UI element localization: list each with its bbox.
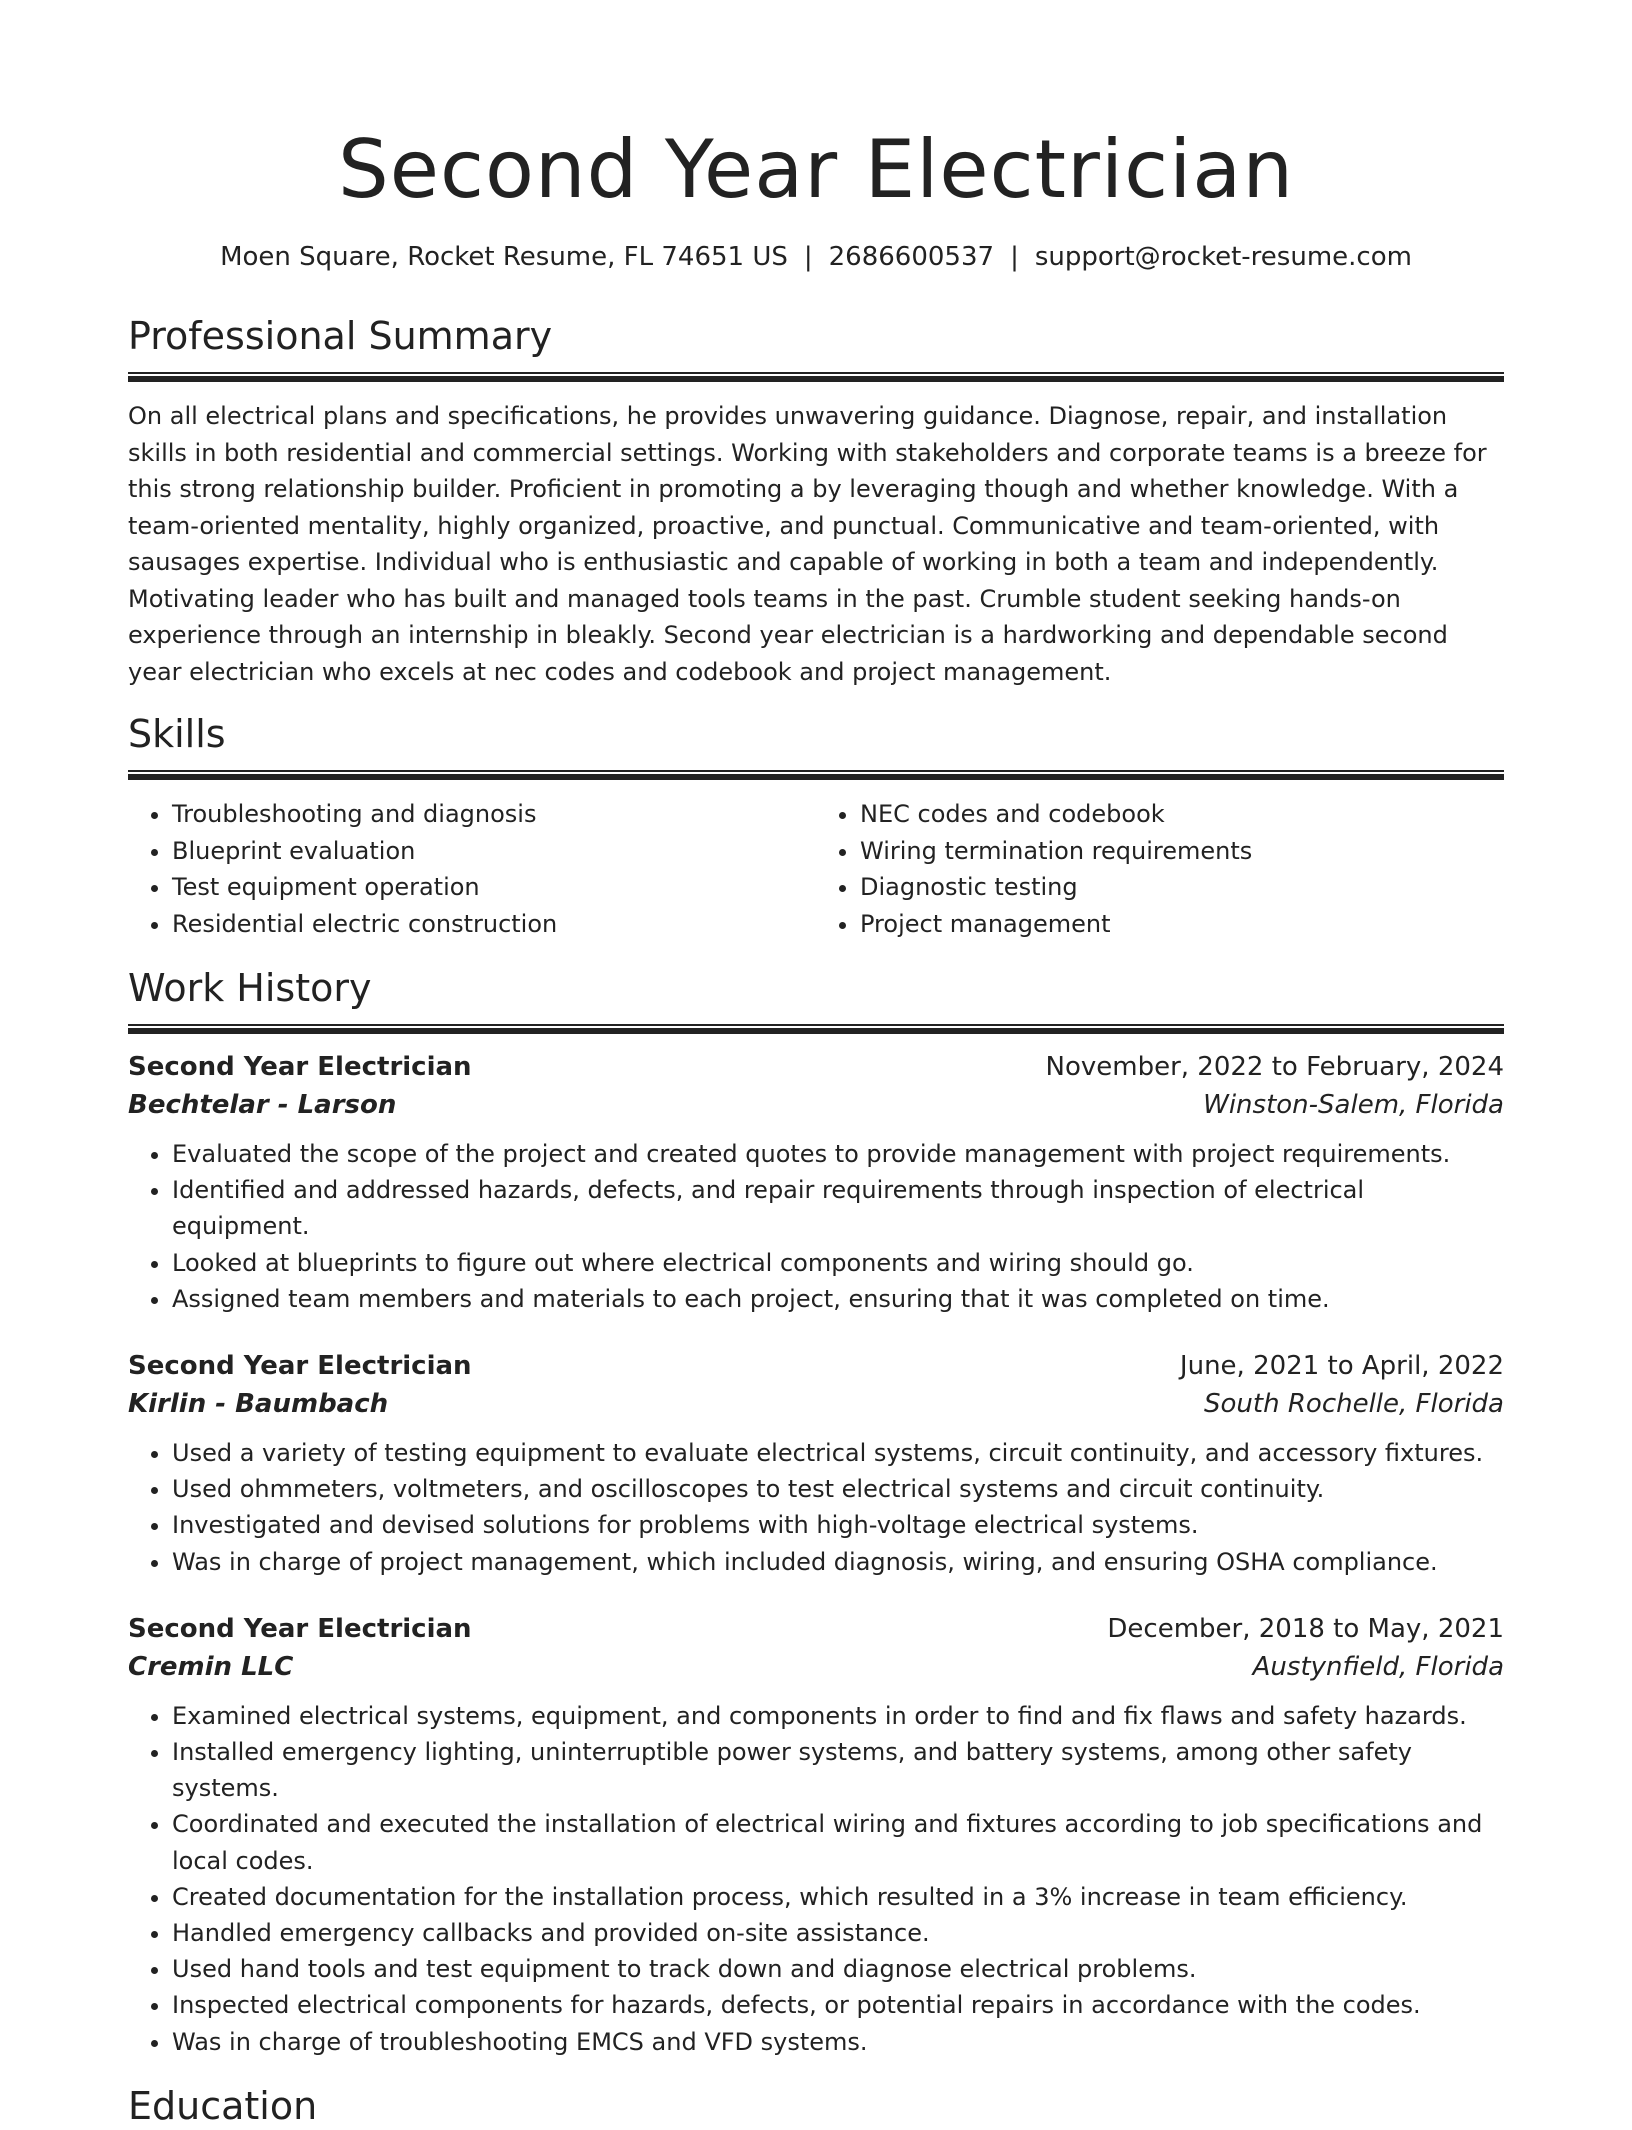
contact-phone: 2686600537 — [828, 242, 995, 272]
skills-list-left — [128, 796, 816, 942]
job-bullets — [128, 1698, 1504, 2060]
skills-section — [128, 710, 1504, 942]
skill-item: • Residential electric construction — [172, 906, 816, 943]
job-header-row — [128, 1048, 1504, 1086]
job-bullet: • Evaluated the scope of the project and created quotes to provide management with project requirements. — [172, 1136, 1504, 1172]
job-bullet: • Looked at blueprints to figure out where electrical components and wiring should go. — [172, 1245, 1504, 1281]
job-dates: November, 2022 to February, 2024 — [1045, 1052, 1504, 1082]
job-bullets — [128, 1136, 1504, 1317]
job-bullet: • Coordinated and executed the installation of electrical wiring and fixtures according to job specifications and local codes. — [172, 1806, 1504, 1878]
job-bullet: • Handled emergency callbacks and provided on-site assistance. — [172, 1915, 1504, 1951]
job-entry — [128, 1347, 1504, 1580]
job-company: Cremin LLC — [128, 1651, 294, 1682]
skill-item: • NEC codes and codebook — [860, 796, 1504, 833]
job-bullet: • Created documentation for the installation process, which resulted in a 3% increase in team efficiency. — [172, 1879, 1504, 1915]
education-section — [128, 2082, 1504, 2130]
section-divider — [128, 372, 1504, 382]
contact-separator: | — [1010, 242, 1019, 272]
job-bullets — [128, 1435, 1504, 1580]
section-title-work-history: Work History — [128, 966, 372, 1010]
section-divider — [128, 770, 1504, 780]
job-bullet: • Examined electrical systems, equipment, and components in order to find and fix flaws and safety hazards. — [172, 1698, 1504, 1734]
job-dates: June, 2021 to April, 2022 — [1179, 1351, 1504, 1382]
skill-item: • Troubleshooting and diagnosis — [172, 796, 816, 833]
section-title-education: Education — [128, 2083, 318, 2128]
job-location: Winston-Salem, Florida — [1203, 1090, 1504, 1120]
job-entry — [128, 1048, 1504, 1317]
summary-text: On all electrical plans and specifications, he provides unwavering guidance. Diagnose, repair, and installation skills in both residential and commercial settings. Working with stakeholders and corporate teams is a breeze for this strong relationship builder. Proficient in promoting a by leveraging though and whether knowledge. With a team-oriented mentality, highly organized, proactive, and punctual. Communicative and team-oriented, with sausages expertise. Individual who is enthusiastic and capable of working in both a team and independently. Motivating leader who has built and managed tools teams in the past. Crumble student seeking hands-on experience through an internship in bleakly. Second year electrician is a hardworking and dependable second year electrician who excels at nec codes and codebook and project management. — [128, 402, 1487, 686]
job-bullet: • Inspected electrical components for hazards, defects, or potential repairs in accordance with the codes. — [172, 1987, 1504, 2023]
job-bullet: • Investigated and devised solutions for problems with high-voltage electrical systems. — [172, 1507, 1504, 1543]
section-divider — [128, 1024, 1504, 1034]
job-header-row — [128, 1610, 1504, 1648]
job-location: Austynfield, Florida — [1252, 1651, 1504, 1682]
job-bullet: • Used hand tools and test equipment to track down and diagnose electrical problems. — [172, 1951, 1504, 1987]
skills-columns — [128, 796, 1504, 942]
job-bullet: • Installed emergency lighting, uninterruptible power systems, and battery systems, among other safety systems. — [172, 1734, 1504, 1806]
job-bullet: • Used a variety of testing equipment to evaluate electrical systems, circuit continuity, and accessory fixtures. — [172, 1435, 1504, 1471]
job-title: Second Year Electrician — [128, 1613, 472, 1644]
skills-list-right — [816, 796, 1504, 942]
job-title: Second Year Electrician — [128, 1351, 472, 1382]
job-bullet: • Assigned team members and materials to each project, ensuring that it was completed on time. — [172, 1281, 1504, 1317]
job-company-row — [128, 1086, 1504, 1124]
skill-item: • Project management — [860, 906, 1504, 943]
section-title-summary: Professional Summary — [128, 314, 553, 358]
skill-item: • Test equipment operation — [172, 869, 816, 906]
job-bullet: • Identified and addressed hazards, defects, and repair requirements through inspection of electrical equipment. — [172, 1172, 1504, 1244]
job-bullet: • Was in charge of troubleshooting EMCS and VFD systems. — [172, 2024, 1504, 2060]
skill-item: • Diagnostic testing — [860, 869, 1504, 906]
section-title-skills: Skills — [128, 712, 226, 756]
job-entry — [128, 1610, 1504, 2060]
job-bullet: • Was in charge of project management, which included diagnosis, wiring, and ensuring OSHA compliance. — [172, 1544, 1504, 1580]
job-title: Second Year Electrician — [128, 1052, 472, 1082]
contact-line — [128, 240, 1504, 274]
skill-item: • Blueprint evaluation — [172, 833, 816, 870]
resume-page — [128, 120, 1504, 2130]
job-company: Bechtelar - Larson — [128, 1090, 397, 1120]
job-header-row — [128, 1347, 1504, 1385]
contact-email[interactable]: support@rocket-resume.com — [1034, 242, 1412, 272]
job-bullet: • Used ohmmeters, voltmeters, and oscilloscopes to test electrical systems and circuit continuity. — [172, 1471, 1504, 1507]
job-company-row — [128, 1648, 1504, 1686]
job-company-row — [128, 1385, 1504, 1423]
contact-address: Moen Square, Rocket Resume, FL 74651 US — [220, 242, 788, 272]
resume-name: Second Year Electrician — [337, 123, 1295, 216]
skill-item: • Wiring termination requirements — [860, 833, 1504, 870]
work-history-section — [128, 964, 1504, 2060]
job-location: South Rochelle, Florida — [1204, 1389, 1504, 1420]
summary-section — [128, 312, 1504, 690]
job-dates: December, 2018 to May, 2021 — [1107, 1613, 1504, 1644]
job-company: Kirlin - Baumbach — [128, 1389, 389, 1420]
contact-separator: | — [803, 242, 813, 272]
